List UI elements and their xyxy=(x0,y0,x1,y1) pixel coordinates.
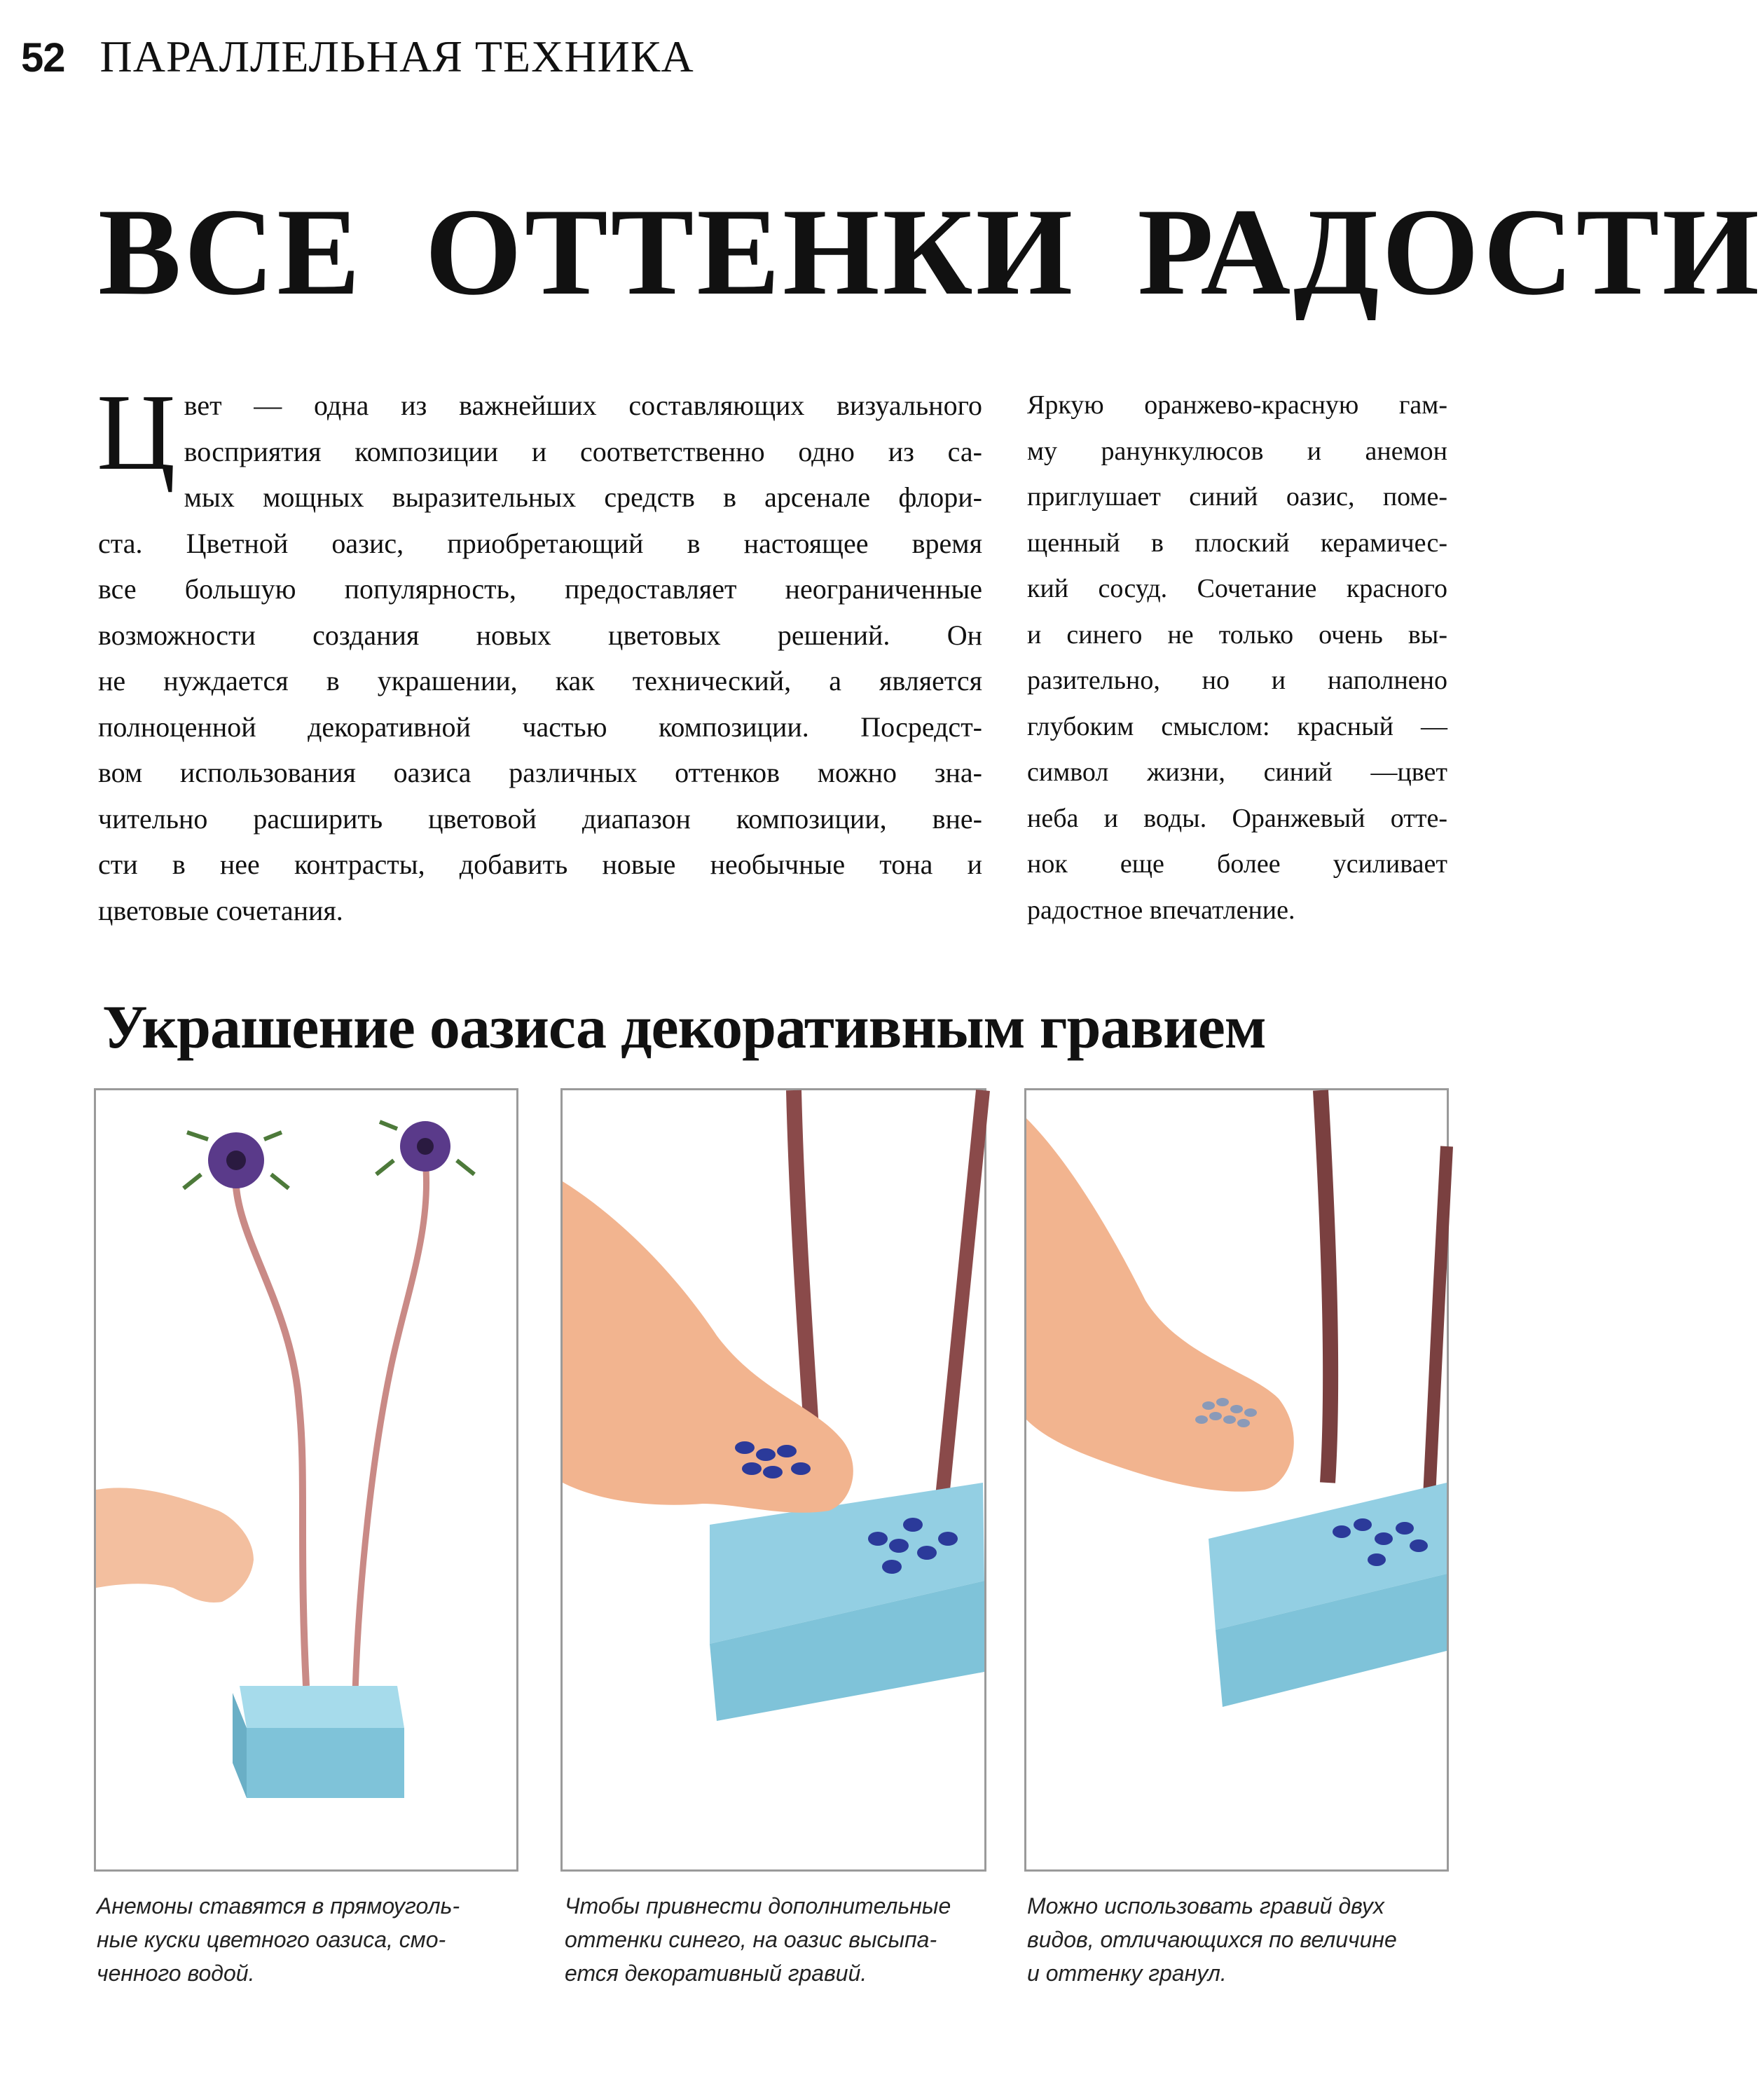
caption-line: ные куски цветного оазиса, смо- xyxy=(97,1927,446,1952)
intro-line: сти в нее контрасты, добавить новые необычные тона и xyxy=(98,849,982,880)
intro-paragraph xyxy=(97,371,982,933)
intro-line: цветовые сочетания. xyxy=(98,894,343,926)
intro-line: чительно расширить цветовой диапазон композиции, вне- xyxy=(98,802,982,835)
page-number: 52 xyxy=(21,35,65,81)
caption-line: оттенки синего, на оазис высыпа- xyxy=(565,1927,937,1952)
caption-line: Можно использовать гравий двух xyxy=(1027,1893,1384,1919)
caption-line: и оттенку гранул. xyxy=(1027,1961,1227,1986)
side-line: приглушает синий оазис, поме- xyxy=(1027,482,1447,512)
section-title: ПАРАЛЛЕЛЬНАЯ ТЕХНИКА xyxy=(99,32,694,81)
side-line: му ранункулюсов и анемон xyxy=(1027,436,1447,466)
oasis-block-icon xyxy=(233,1686,404,1798)
side-line: кий сосуд. Сочетание красного xyxy=(1027,574,1447,603)
intro-line: полноценной декоративной частью композиции. Посредст- xyxy=(98,711,982,743)
side-paragraph xyxy=(1027,383,1447,933)
anemone-oasis-photo-icon xyxy=(96,1090,516,1869)
hand-grey-gravel-photo-icon xyxy=(1026,1090,1447,1869)
caption-line: Анемоны ставятся в прямоуголь- xyxy=(97,1893,460,1919)
caption-photo-1 xyxy=(97,1889,496,1990)
side-line: разительно, но и наполнено xyxy=(1027,666,1447,695)
caption-line: Чтобы привнести дополнительные xyxy=(565,1893,951,1919)
drop-cap: Ц xyxy=(97,371,176,493)
photo-anemones-in-oasis xyxy=(94,1088,518,1872)
page-header xyxy=(21,31,694,94)
caption-photo-2 xyxy=(565,1889,985,1990)
side-line: символ жизни, синий —цвет xyxy=(1027,757,1447,787)
intro-line: не нуждается в украшении, как технический, а является xyxy=(98,665,982,696)
caption-line: ется декоративный гравий. xyxy=(565,1961,867,1986)
side-line: неба и воды. Оранжевый отте- xyxy=(1027,803,1447,833)
photo-hand-blue-gravel xyxy=(560,1088,986,1872)
side-line: нок еще более усиливает xyxy=(1027,849,1447,879)
intro-line: вом использования оазиса различных оттенков можно зна- xyxy=(98,757,982,788)
side-line: глубоким смыслом: красный — xyxy=(1027,711,1447,741)
intro-line: все большую популярность, предоставляет неограниченные xyxy=(98,573,982,605)
side-line: Яркую оранжево-красную гам- xyxy=(1027,390,1447,420)
intro-line: вет — одна из важнейших составляющих визуального xyxy=(184,390,982,421)
caption-line: ченного водой. xyxy=(97,1961,255,1986)
intro-line: ста. Цветной оазис, приобретающий в настоящее время xyxy=(98,527,982,559)
caption-photo-3 xyxy=(1027,1889,1447,1990)
intro-line: восприятия композиции и соответственно одно из са- xyxy=(184,435,982,467)
side-line: радостное впечатление. xyxy=(1027,895,1295,925)
main-title: ВСЕ ОТТЕНКИ РАДОСТИ xyxy=(98,182,1762,321)
subsection-title: Украшение оазиса декоративным гравием xyxy=(102,994,1266,1062)
intro-line: возможности создания новых цветовых решений. Он xyxy=(98,619,982,651)
intro-line: мых мощных выразительных средств в арсенале флори- xyxy=(184,481,982,513)
side-line: щенный в плоский керамичес- xyxy=(1027,528,1447,558)
side-line: и синего не только очень вы- xyxy=(1027,619,1447,650)
photo-hand-grey-gravel xyxy=(1024,1088,1449,1872)
caption-line: видов, отличающихся по величине xyxy=(1027,1927,1397,1952)
hand-blue-gravel-photo-icon xyxy=(563,1090,984,1869)
